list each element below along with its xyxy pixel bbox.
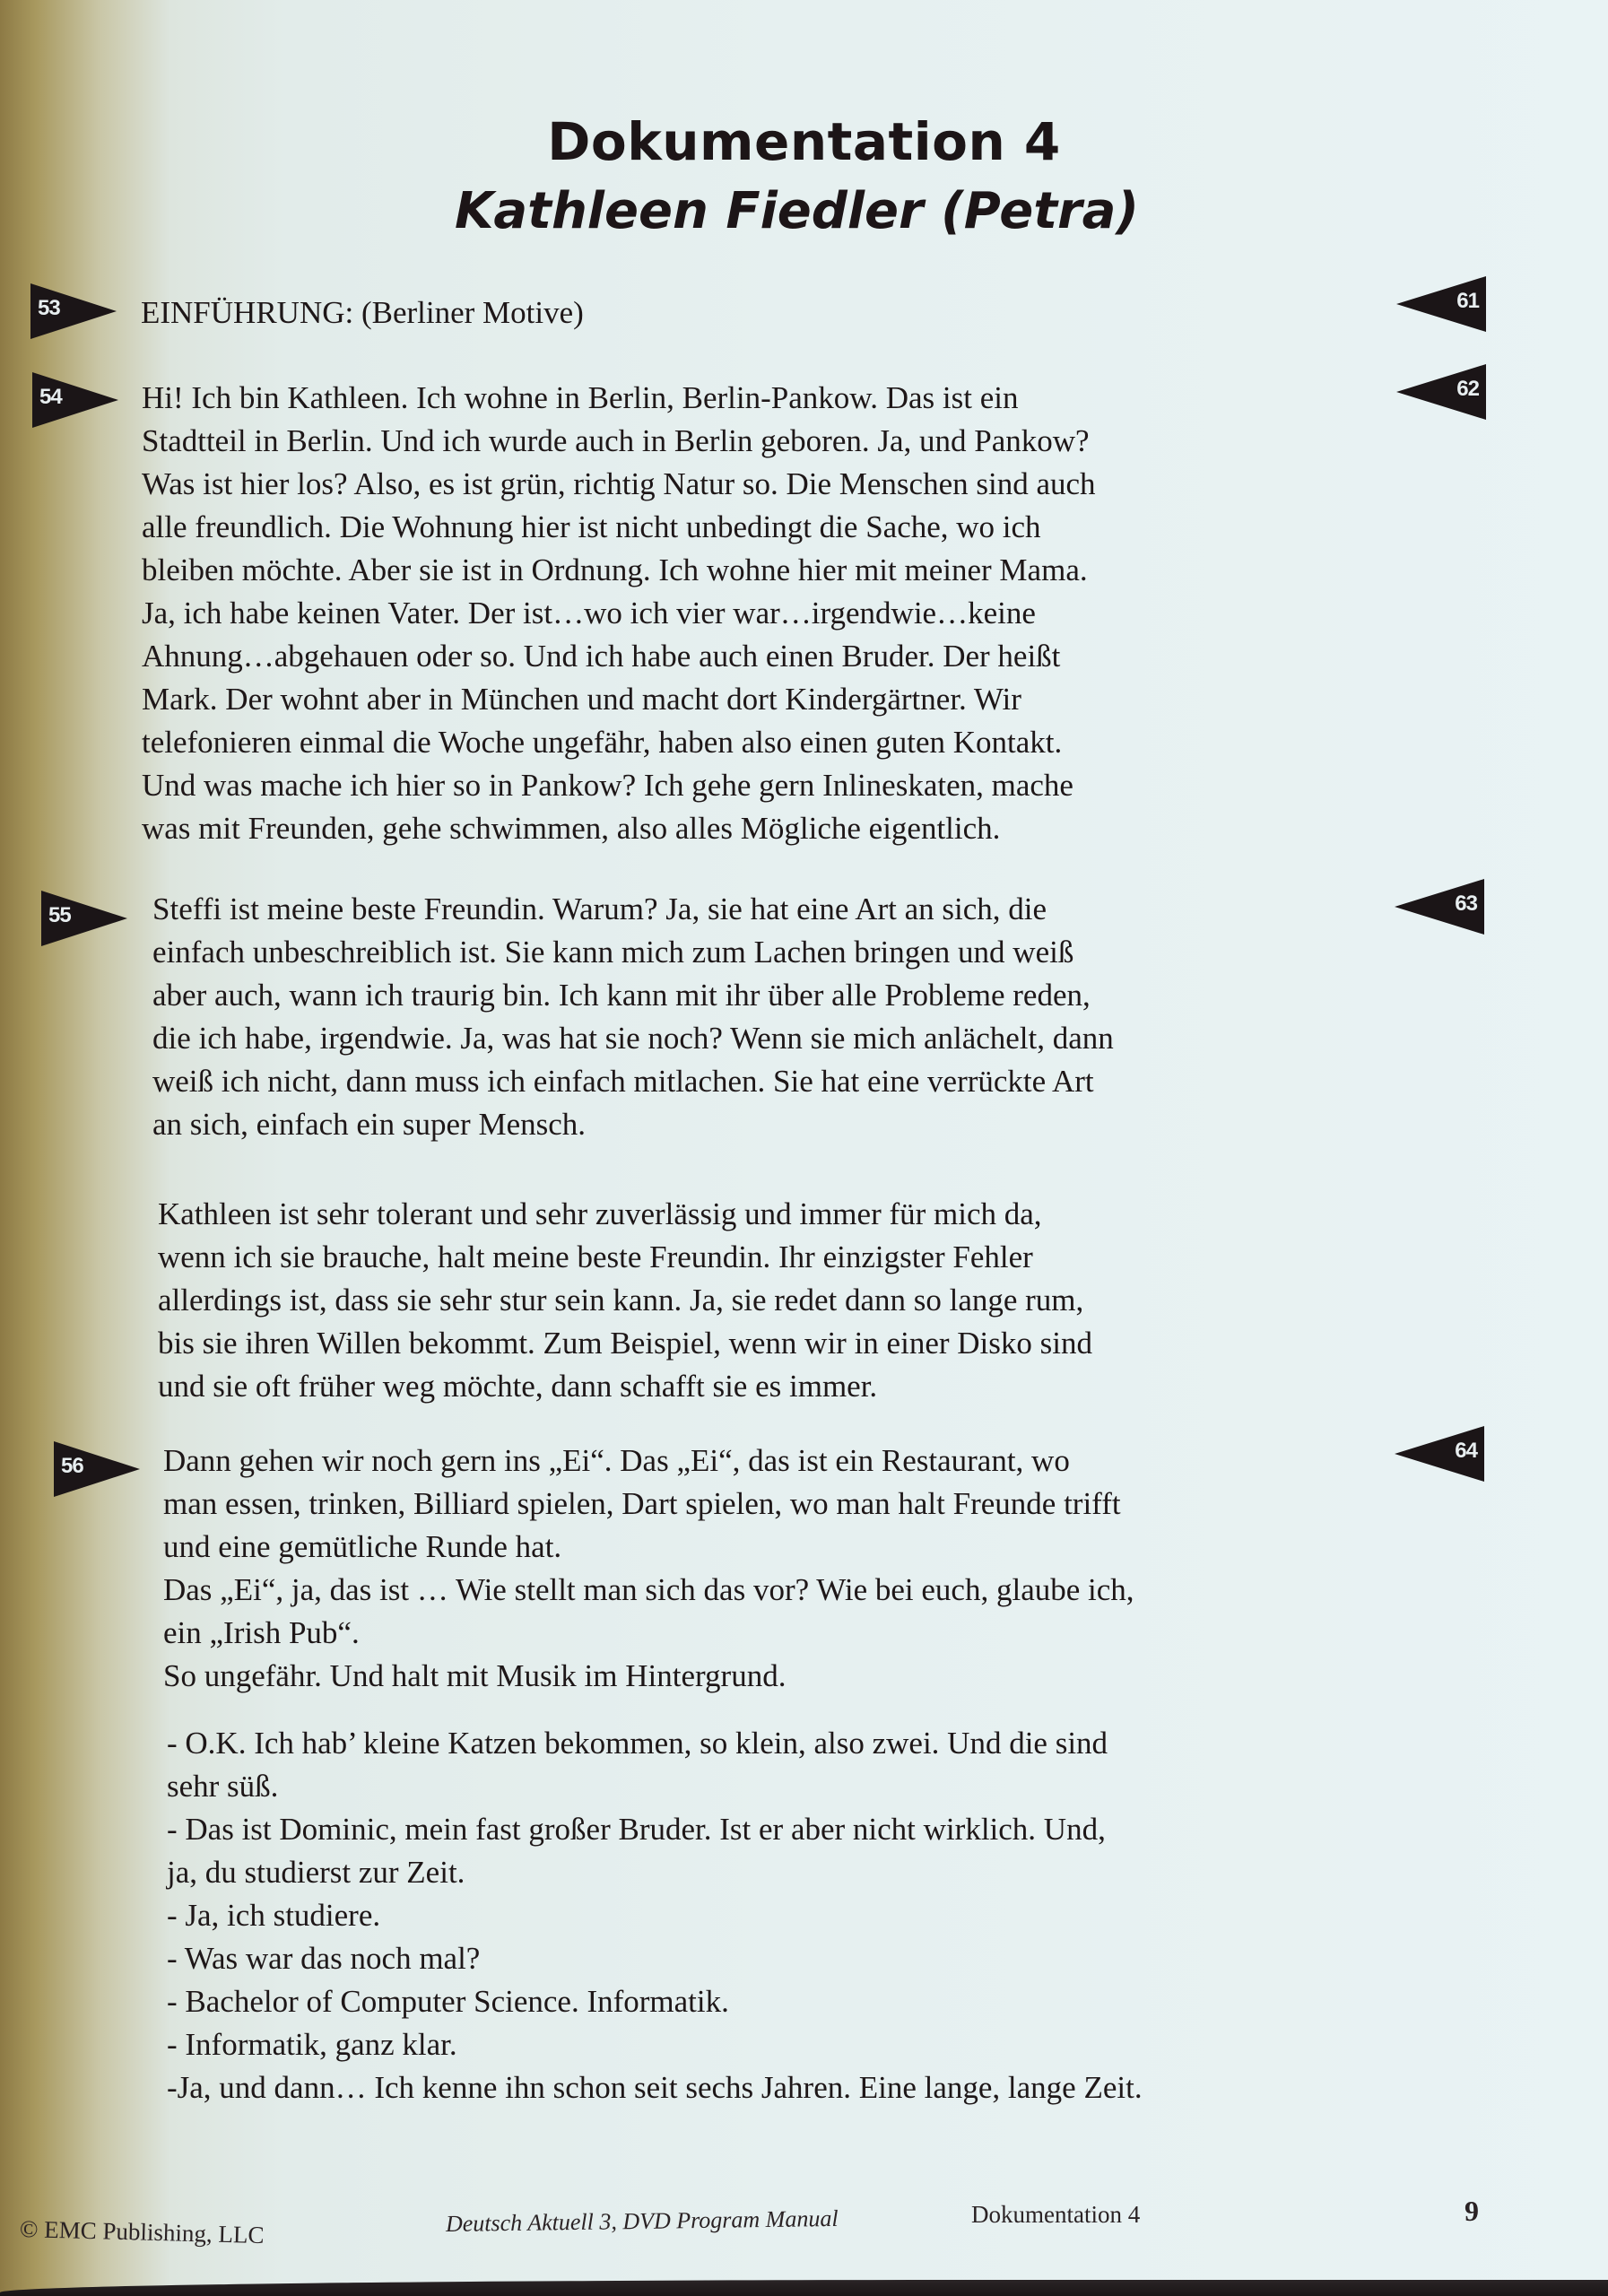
text-line: allerdings ist, dass sie sehr stur sein kann. Ja, sie redet dann so lange rum, [158,1283,1084,1318]
cue-number: 63 [1455,891,1477,916]
text-line: bis sie ihren Willen bekommt. Zum Beispiel, wenn wir in einer Disko sind [158,1326,1092,1361]
text-line: ja, du studierst zur Zeit. [167,1855,465,1890]
text-line: - O.K. Ich hab’ kleine Katzen bekommen, so klein, also zwei. Und die sind [167,1726,1108,1761]
cue-number: 64 [1455,1439,1477,1463]
text-line: weiß ich nicht, dann muss ich einfach mitlachen. Sie hat eine verrückte Art [152,1064,1094,1099]
text-line: die ich habe, irgendwie. Ja, was hat sie noch? Wenn sie mich anlächelt, dann [152,1021,1114,1056]
text-line: telefonieren einmal die Woche ungefähr, haben also einen guten Kontakt. [142,725,1063,760]
text-line: was mit Freunden, gehe schwimmen, also alles Mögliche eigentlich. [142,811,1001,846]
text-line: an sich, einfach ein super Mensch. [152,1107,587,1142]
cue-marker-right-64 [1395,1426,1484,1482]
dialogue-block [167,1722,1143,2109]
page-subtitle: Kathleen Fiedler (Petra) [454,182,1140,240]
text-line: alle freundlich. Die Wohnung hier ist nicht unbedingt die Sache, wo ich [142,509,1041,544]
text-line: - Das ist Dominic, mein fast großer Bruder. Ist er aber nicht wirklich. Und, [167,1812,1106,1847]
page-number: 9 [1465,2195,1479,2227]
text-line: EINFÜHRUNG: (Berliner Motive) [141,295,584,330]
text-line: Kathleen ist sehr tolerant und sehr zuverlässig und immer für mich da, [158,1196,1042,1231]
text-line: man essen, trinken, Billiard spielen, Dart spielen, wo man halt Freunde trifft [163,1486,1121,1521]
text-line: Steffi ist meine beste Freundin. Warum? Ja, sie hat eine Art an sich, die [152,891,1047,926]
text-line: Das „Ei“, ja, das ist … Wie stellt man sich das vor? Wie bei euch, glaube ich, [163,1572,1134,1607]
intro-heading [141,291,584,335]
text-line: und sie oft früher weg möchte, dann schafft sie es immer. [158,1369,878,1404]
text-line: einfach unbeschreiblich ist. Sie kann mich zum Lachen bringen und weiß [152,935,1074,970]
cue-number: 55 [48,903,71,927]
cue-marker-left-56 [54,1441,143,1497]
text-line: - Informatik, ganz klar. [167,2027,457,2062]
text-line: bleiben möchte. Aber sie ist in Ordnung. Ich wohne hier mit meiner Mama. [142,552,1088,587]
cue-marker-right-63 [1395,879,1484,935]
cue-number: 53 [38,296,60,320]
text-line: ein „Irish Pub“. [163,1615,360,1650]
text-line: sehr süß. [167,1769,279,1804]
paragraph-54 [142,377,1096,850]
cue-marker-left-54 [32,372,122,428]
page-title: Dokumentation 4 [547,111,1061,172]
cue-marker-left-53 [30,283,120,339]
footer-chapter: Dokumentation 4 [971,2201,1141,2228]
text-line: - Was war das noch mal? [167,1941,481,1976]
text-line: Ahnung…abgehauen oder so. Und ich habe auch einen Bruder. Der heißt [142,639,1061,674]
text-line: Dann gehen wir noch gern ins „Ei“. Das „Ei“, das ist ein Restaurant, wo [163,1443,1070,1478]
text-line: Hi! Ich bin Kathleen. Ich wohne in Berlin, Berlin-Pankow. Das ist ein [142,380,1019,415]
text-line: Ja, ich habe keinen Vater. Der ist…wo ich vier war…irgendwie…keine [142,596,1036,631]
text-line: So ungefähr. Und halt mit Musik im Hintergrund. [163,1658,787,1693]
text-line: aber auch, wann ich traurig bin. Ich kann mit ihr über alle Probleme reden, [152,978,1091,1013]
text-line: - Bachelor of Computer Science. Informatik. [167,1984,729,2019]
cue-number: 54 [39,385,62,409]
cue-number: 56 [61,1454,83,1478]
cue-marker-right-62 [1396,364,1486,420]
footer-book-title: Deutsch Aktuell 3, DVD Program Manual [445,2205,839,2237]
paragraph-56 [163,1439,1134,1698]
paragraph-55-continued [158,1193,1092,1408]
cue-number: 62 [1456,377,1479,401]
cue-number: 61 [1456,289,1479,313]
text-line: und eine gemütliche Runde hat. [163,1529,562,1564]
text-line: - Ja, ich studiere. [167,1898,381,1933]
cue-marker-right-61 [1396,276,1486,332]
bottom-edge-shadow [0,2280,1608,2296]
text-line: Mark. Der wohnt aber in München und macht dort Kindergärtner. Wir [142,682,1021,717]
paragraph-55 [152,888,1114,1146]
text-line: Was ist hier los? Also, es ist grün, richtig Natur so. Die Menschen sind auch [142,466,1096,501]
text-line: -Ja, und dann… Ich kenne ihn schon seit sechs Jahren. Eine lange, lange Zeit. [167,2070,1143,2105]
footer-copyright: © EMC Publishing, LLC [19,2215,265,2249]
text-line: Stadtteil in Berlin. Und ich wurde auch in Berlin geboren. Ja, und Pankow? [142,423,1090,458]
cue-marker-left-55 [41,891,131,946]
text-line: Und was mache ich hier so in Pankow? Ich gehe gern Inlineskaten, mache [142,768,1073,803]
text-line: wenn ich sie brauche, halt meine beste Freundin. Ihr einzigster Fehler [158,1239,1033,1274]
